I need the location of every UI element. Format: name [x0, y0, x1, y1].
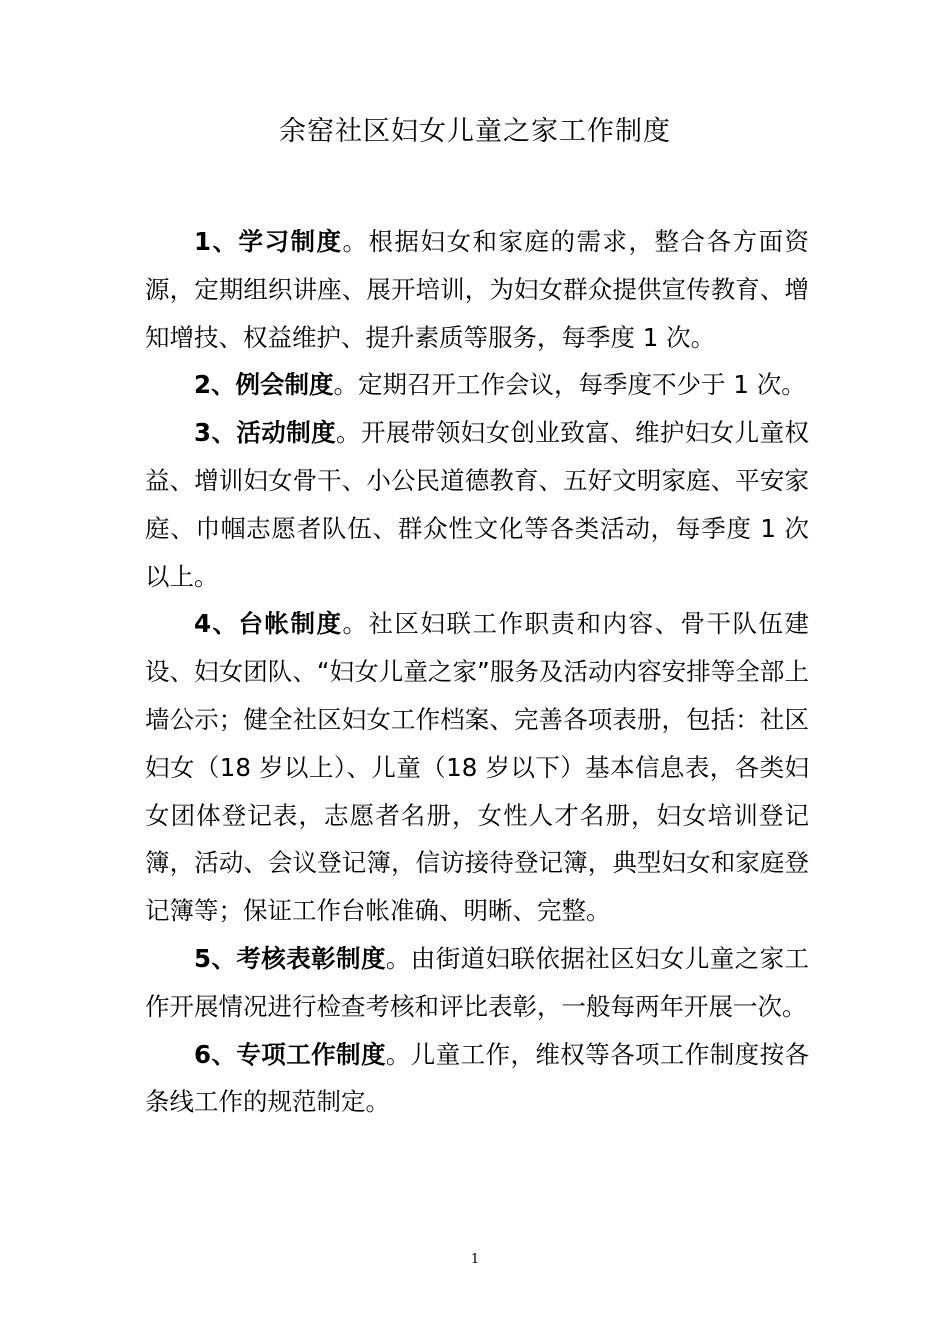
paragraph-study-system — [145, 218, 809, 361]
paragraph-assessment-system — [145, 935, 809, 1031]
paragraph-heading: 4、台帐制度 — [194, 609, 343, 639]
paragraph-special-work-system — [145, 1031, 809, 1127]
paragraph-heading: 5、考核表彰制度 — [194, 943, 386, 973]
paragraph-heading: 1、学习制度 — [194, 227, 343, 256]
paragraph-text: 。儿童工作，维权等各项工作制度按各条线工作的规范制定。 — [145, 1039, 810, 1117]
paragraph-heading: 3、活动制度 — [194, 418, 337, 448]
page-number: 1 — [470, 1252, 480, 1267]
paragraph-meeting-system — [145, 361, 809, 409]
document-title: 余窑社区妇女儿童之家工作制度 — [279, 116, 671, 147]
paragraph-text: 。根据妇女和家庭的需求，整合各方面资源，定期组织讲座、展开培训，为妇女群众提供宣传教育、增知增技、权益维护、提升素质等服务，每季度 1 次。 — [145, 227, 810, 352]
paragraph-text: 。开展带领妇女创业致富、维护妇女儿童权益、增训妇女骨干、小公民道德教育、五好文明家庭、平安家庭、巾帼志愿者队伍、群众性文化等各类活动，每季度 1 次以上。 — [145, 418, 810, 591]
paragraph-ledger-system — [145, 600, 809, 935]
document-body — [145, 218, 809, 1126]
paragraph-text: 。社区妇联工作职责和内容、骨干队伍建设、妇女团队、“妇女儿童之家”服务及活动内容安排等全部上墙公示；健全社区妇女工作档案、完善各项表册，包括：社区妇女（18 岁以上）、儿童（18 岁以下）基本信息表，各类妇女团体登记表，志愿者名册，女性人才名册，妇女培训登记簿，活动、会议登记簿，信访接待登记簿，典型妇女和家庭登记簿等；保证工作台帐准确、明晰、完整。 — [145, 609, 810, 926]
paragraph-heading: 2、例会制度 — [194, 370, 334, 400]
paragraph-activity-system — [145, 409, 809, 600]
paragraph-heading: 6、专项工作制度 — [194, 1039, 386, 1069]
paragraph-text: 。定期召开工作会议，每季度不少于 1 次。 — [333, 370, 806, 400]
paragraph-text: 。由街道妇联依据社区妇女儿童之家工作开展情况进行检查考核和评比表彰，一般每两年开展一次。 — [145, 943, 810, 1021]
